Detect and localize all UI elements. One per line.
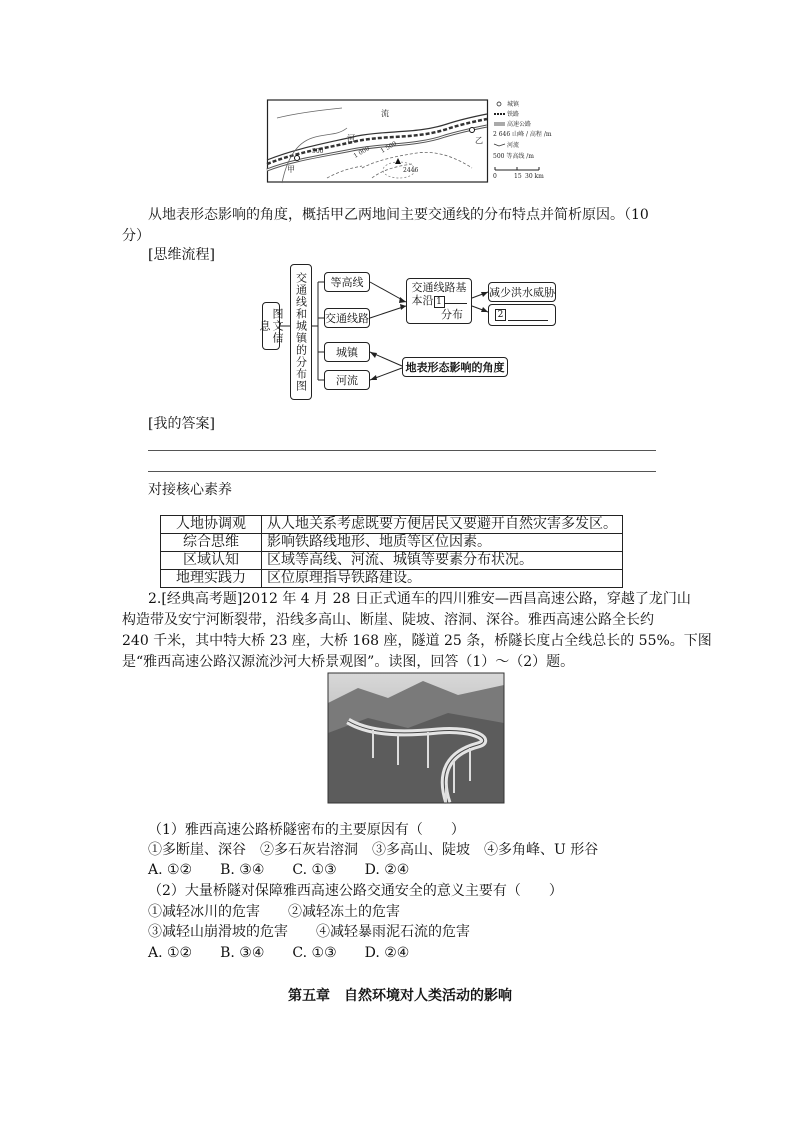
question-line-2: 分） [122,228,150,244]
core-literacy-table [160,515,623,588]
map-scale [493,167,544,180]
question-line-1: 从地表形态影响的角度，概括甲乙两地间主要交通线的分布特点并简析原因。（10 [148,207,649,223]
table-cell-value: 区位原理指导铁路建设。 [262,570,623,588]
table-row [161,570,623,588]
map-label-jia: 甲 [287,165,295,174]
scale-30: 30 km [525,173,544,180]
legend-highway: 高速公路 [507,121,532,128]
q2-line-3: 240 千米，其中特大桥 23 座，大桥 168 座，隧道 25 条，桥隧长度占全线总长的 55%。下图 [122,633,712,649]
flow-blank-1: 1 [434,296,445,308]
table-row [161,516,623,534]
sub2-options-2: ③减轻山崩滑坡的危害 ④减轻暴雨泥石流的危害 [148,924,470,940]
q2-line-2: 构造带及安宁河断裂带，沿线多高山、断崖、陡坡、溶洞、深谷。雅西高速公路全长约 [122,612,654,628]
flow-heading: [思维流程] [148,247,215,263]
scale-0: 0 [493,173,497,180]
sub1-options: ①多断崖、深谷 ②多石灰岩溶洞 ③多高山、陡坡 ④多角峰、U 形谷 [148,842,599,858]
table-row [161,534,623,552]
scale-15: 15 [514,173,522,180]
sub1-choices: A. ①② B. ③④ C. ①③ D. ②④ [148,862,410,878]
table-cell-key: 区域认知 [161,552,262,570]
flow-box-map: 交通线和城镇的分布图 [290,264,312,400]
map-label-peak: 2446 [403,167,419,174]
sub1-question: （1）雅西高速公路桥隧密布的主要原因有（ ） [148,822,465,838]
map-label-1500: 1 500 [379,140,398,155]
table-cell-key: 综合思维 [161,534,262,552]
table-cell-key: 地理实践力 [161,570,262,588]
map-label-500: 500 [312,148,324,155]
legend-contour: 500 等高线 /m [493,153,534,160]
sub2-options-1: ①减轻冰川的危害 ②减轻冻土的危害 [148,904,400,920]
chapter-title: 第五章 自然环境对人类活动的影响 [288,988,512,1004]
flow-box-basic [406,278,472,324]
map-label-river-2: 流 [381,109,389,118]
bridge-photo [328,673,504,803]
flow-box-town: 城镇 [324,342,370,362]
map-legend [493,100,552,160]
table-cell-key: 人地协调观 [161,516,262,534]
map-label-1000: 1 000 [352,145,371,160]
table-cell-value: 从人地关系考虑既要方便居民又要避开自然灾害多发区。 [262,516,623,534]
legend-peak: 2 646 山峰 / 高程 /m [493,131,552,138]
flow-box-info: 图文信息 [262,302,280,350]
flow-basic-line1: 交通线路基 [411,281,467,294]
map-label-yi: 乙 [475,136,483,145]
flow-basic-line3: 分布 [441,308,463,321]
table-row [161,552,623,570]
core-heading: 对接核心素养 [148,482,232,498]
legend-railway: 铁路 [507,111,520,118]
flow-box-contour: 等高线 [324,272,370,292]
my-answer-heading: [我的答案] [148,416,215,432]
answer-line-1 [148,450,656,451]
thinking-flow-diagram [258,262,562,402]
flow-box-answer-2 [488,304,556,326]
topographic-map [267,98,552,183]
table-cell-value: 影响铁路线地形、地质等区位因素。 [262,534,623,552]
q2-line-1: 2.[经典高考题]2012 年 4 月 28 日正式通车的四川雅安—西昌高速公路，穿越了龙门山 [148,591,691,607]
flow-box-route: 交通线路 [324,308,370,328]
q2-line-4: 是“雅西高速公路汉源流沙河大桥景观图”。读图，回答（1）～（2）题。 [122,654,575,670]
flow-blank-2: 2 [495,309,506,321]
flow-box-river: 河流 [324,370,370,390]
flow-basic-line2: 本沿 [411,294,434,307]
sub2-choices: A. ①② B. ③④ C. ①③ D. ②④ [148,945,410,961]
answer-line-2 [148,471,656,472]
legend-town: 城镇 [507,101,520,108]
flow-box-flood: 减少洪水威胁 [488,282,556,302]
table-cell-value: 区域等高线、河流、城镇等要素分布状况。 [262,552,623,570]
sub2-question: （2）大量桥隧对保障雅西高速公路交通安全的意义主要有（ ） [148,883,563,899]
flow-box-angle: 地表形态影响的角度 [402,357,508,377]
legend-river: 河流 [507,142,520,149]
map-label-river: 河 [347,134,355,143]
